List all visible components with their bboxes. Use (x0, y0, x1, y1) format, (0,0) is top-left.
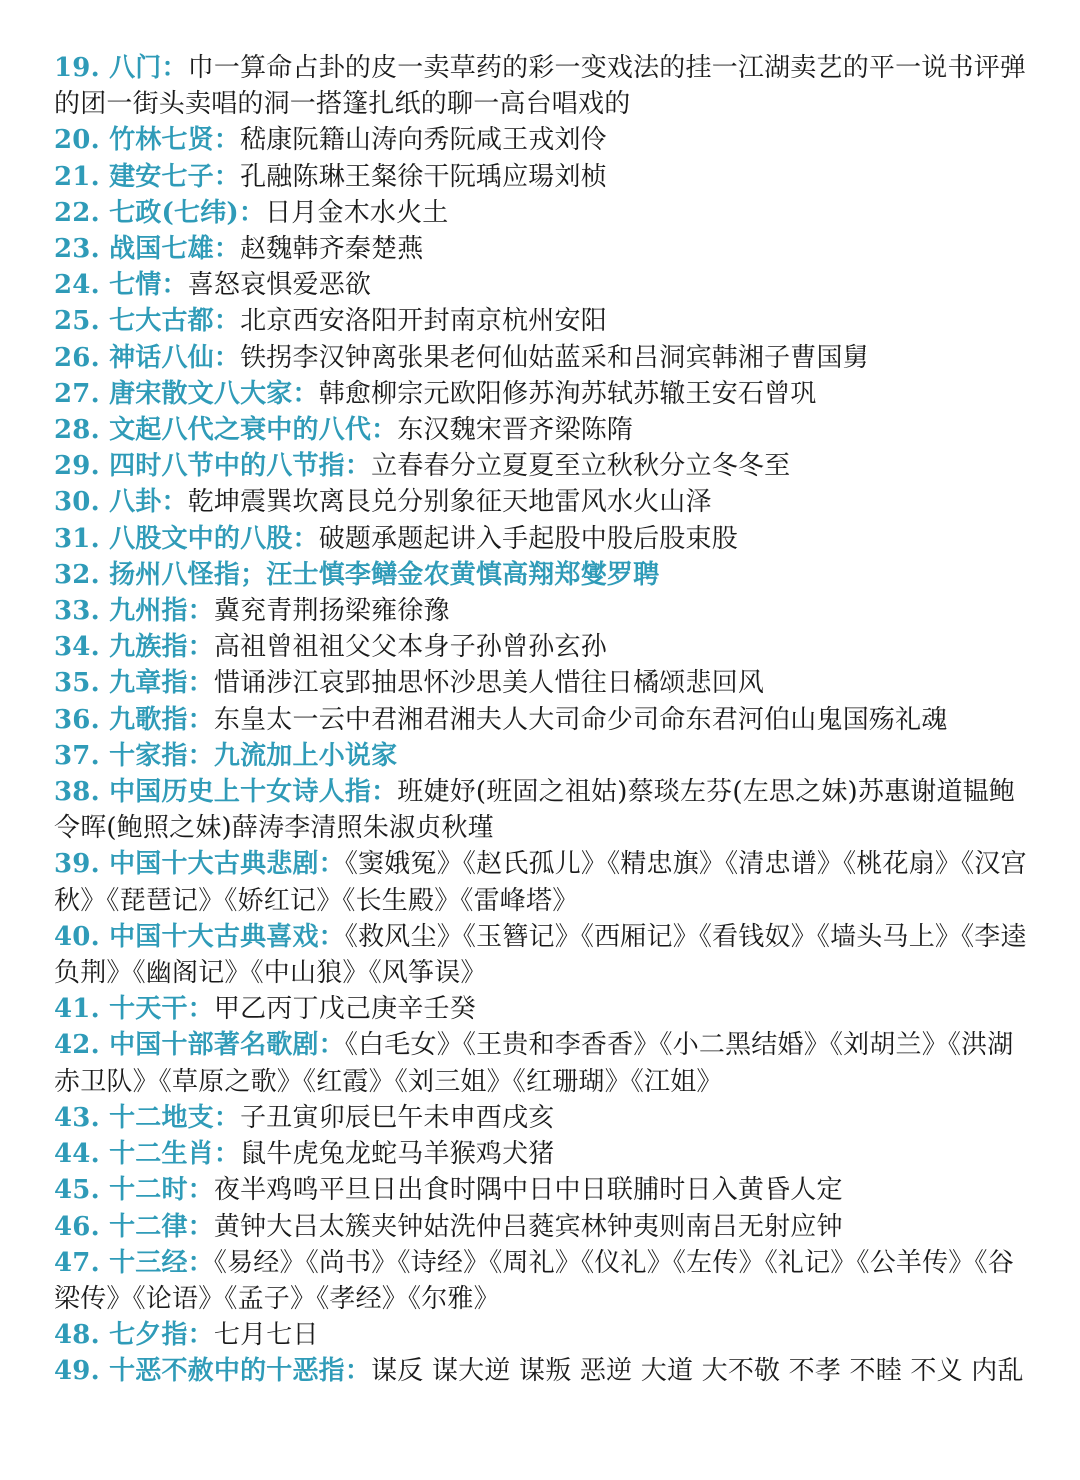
entry-text: 《窦娥冤》《赵氏孤儿》《精忠旗》《清忠谱》《桃花扇》《汉宫秋》《琵琶记》《娇红记》《长生殿》《雷峰塔》 (54, 849, 1027, 916)
entry-text: 韩愈柳宗元欧阳修苏洵苏轼苏辙王安石曾巩 (318, 378, 817, 409)
entry-text: 《救风尘》《玉簪记》《西厢记》《看钱奴》《墙头马上》《李逵负荆》《幽阁记》《中山狼》《风筝误》 (54, 921, 1027, 989)
list-item (54, 774, 1034, 846)
list-item (54, 303, 1034, 339)
entry-text: 巾一算命占卦的皮一卖草药的彩一变戏法的挂一江湖卖艺的平一说书评弹的团一街头卖唱的洞一搭篷扎纸的聊一高台唱戏的 (54, 53, 1027, 120)
entry-heading: 40. 中国十大古典喜戏： (54, 921, 345, 952)
entry-text: 嵇康阮籍山涛向秀阮咸王戎刘伶 (240, 125, 607, 156)
list-item (54, 521, 1034, 557)
list-item (54, 919, 1034, 991)
entry-heading: 26. 神话八仙： (54, 342, 241, 373)
list-item (54, 1136, 1034, 1172)
entry-heading: 27. 唐宋散文八大家： (54, 378, 319, 409)
entry-text: 鼠牛虎兔龙蛇马羊猴鸡犬猪 (240, 1139, 555, 1170)
entry-heading: 31. 八股文中的八股： (54, 523, 319, 554)
entry-text: 夜半鸡鸣平旦日出食时隅中日中日联脯时日入黄昏人定 (213, 1175, 843, 1206)
list-item (54, 1245, 1034, 1317)
entry-heading: 28. 文起八代之衰中的八代： (54, 415, 398, 446)
list-item (54, 376, 1034, 412)
entry-text: 《易经》《尚书》《诗经》《周礼》《仪礼》《左传》《礼记》《公羊传》《谷梁传》《论语》《孟子》《孝经》《尔雅》 (54, 1247, 1014, 1314)
list-item (54, 267, 1034, 303)
entry-heading: 20. 竹林七贤： (54, 125, 241, 156)
list-item (54, 557, 1034, 593)
entry-heading: 49. 十恶不赦中的十恶指： (54, 1356, 372, 1387)
entry-heading: 46. 十二律： (54, 1211, 214, 1242)
list-item (54, 1100, 1034, 1136)
entry-heading: 36. 九歌指： (54, 704, 214, 735)
list-item (54, 159, 1034, 195)
entry-text: 子丑寅卯辰巳午未申酉戌亥 (240, 1102, 555, 1133)
entry-heading: 33. 九州指： (54, 596, 214, 627)
entry-text: 乾坤震巽坎离艮兑分别象征天地雷风水火山泽 (187, 487, 712, 518)
entry-heading: 39. 中国十大古典悲剧： (54, 849, 345, 880)
entry-heading: 25. 七大古都： (54, 306, 241, 337)
entry-heading: 30. 八卦： (54, 487, 188, 518)
entry-text: 东汉魏宋晋齐梁陈隋 (397, 415, 634, 446)
entry-heading: 34. 九族指： (54, 632, 214, 663)
entry-heading: 32. 扬州八怪指； (54, 559, 267, 590)
list-item (54, 1027, 1034, 1099)
list-item (54, 629, 1034, 665)
entry-heading: 21. 建安七子： (54, 161, 241, 192)
list-item (54, 991, 1034, 1027)
list-item (54, 448, 1034, 484)
entry-text: 北京西安洛阳开封南京杭州安阳 (240, 306, 607, 337)
entry-text: 日月金木水火土 (265, 197, 449, 228)
entry-text: 惜诵涉江哀郢抽思怀沙思美人惜往日橘颂悲回风 (213, 668, 765, 699)
entry-text: 铁拐李汉钟离张果老何仙姑蓝采和吕洞宾韩湘子曹国舅 (240, 342, 869, 373)
list-item (54, 846, 1034, 918)
entry-heading: 44. 十二生肖： (54, 1139, 241, 1170)
list-item (54, 593, 1034, 629)
entry-heading: 37. 十家指： (54, 740, 214, 771)
entry-heading: 35. 九章指： (54, 668, 214, 699)
list-item (54, 738, 1034, 774)
entry-heading: 22. 七政(七纬)： (54, 197, 266, 228)
entry-text: 冀兖青荆扬梁雍徐豫 (213, 596, 450, 627)
list-item (54, 195, 1034, 231)
entry-heading: 23. 战国七雄： (54, 234, 241, 265)
entry-text: 破题承题起讲入手起股中股后股束股 (318, 523, 738, 554)
entry-heading: 19. 八门： (54, 53, 188, 83)
list-item (54, 1317, 1034, 1353)
entry-heading: 24. 七情： (54, 270, 188, 301)
list-item (54, 1209, 1034, 1245)
entry-heading: 43. 十二地支： (54, 1102, 241, 1133)
entry-text: 谋反 谋大逆 谋叛 恶逆 大道 大不敬 不孝 不睦 不义 内乱 (371, 1356, 1024, 1387)
entry-heading: 45. 十二时： (54, 1175, 214, 1206)
entry-heading: 42. 中国十部著名歌剧： (54, 1030, 345, 1061)
list-item (54, 1172, 1034, 1208)
list-item (54, 122, 1034, 158)
list-item (54, 484, 1034, 520)
entry-heading: 47. 十三经： (54, 1247, 214, 1278)
entry-text: 九流加上小说家 (213, 740, 398, 771)
entry-text: 喜怒哀惧爱恶欲 (187, 270, 372, 301)
entry-heading: 38. 中国历史上十女诗人指： (54, 777, 398, 808)
list-item (54, 231, 1034, 267)
document-page (54, 50, 1034, 1390)
entry-text: 赵魏韩齐秦楚燕 (240, 234, 424, 265)
entry-text: 七月七日 (213, 1320, 319, 1351)
entry-heading: 29. 四时八节中的八节指： (54, 451, 372, 482)
list-item (54, 340, 1034, 376)
entry-heading: 41. 十天干： (54, 994, 214, 1025)
entry-text: 高祖曾祖祖父父本身子孙曾孙玄孙 (213, 632, 607, 663)
list-item (54, 1353, 1034, 1389)
entry-text: 黄钟大吕太簇夹钟姑洗仲吕蕤宾林钟夷则南吕无射应钟 (213, 1211, 843, 1242)
list-item (54, 50, 1034, 122)
list-item (54, 702, 1034, 738)
entry-heading: 48. 七夕指： (54, 1320, 214, 1351)
entry-text: 东皇太一云中君湘君湘夫人大司命少司命东君河伯山鬼国殇礼魂 (213, 704, 948, 735)
entry-text: 孔融陈琳王粲徐干阮瑀应瑒刘桢 (240, 161, 607, 192)
entry-text: 《白毛女》《王贵和李香香》《小二黑结婚》《刘胡兰》《洪湖赤卫队》《草原之歌》《红霞》《刘三姐》《红珊瑚》《江姐》 (54, 1030, 1014, 1097)
entry-text: 班婕妤(班固之祖姑)蔡琰左芬(左思之妹)苏惠谢道韫鲍令晖(鲍照之妹)薛涛李清照朱淑贞秋瑾 (54, 777, 1016, 844)
list-item (54, 412, 1034, 448)
entry-text: 甲乙丙丁戊己庚辛壬癸 (213, 994, 476, 1025)
entry-text: 立春春分立夏夏至立秋秋分立冬冬至 (371, 451, 791, 482)
list-item (54, 665, 1034, 701)
entry-text: 汪士慎李鳝金农黄慎高翔郑燮罗聘 (266, 559, 660, 590)
